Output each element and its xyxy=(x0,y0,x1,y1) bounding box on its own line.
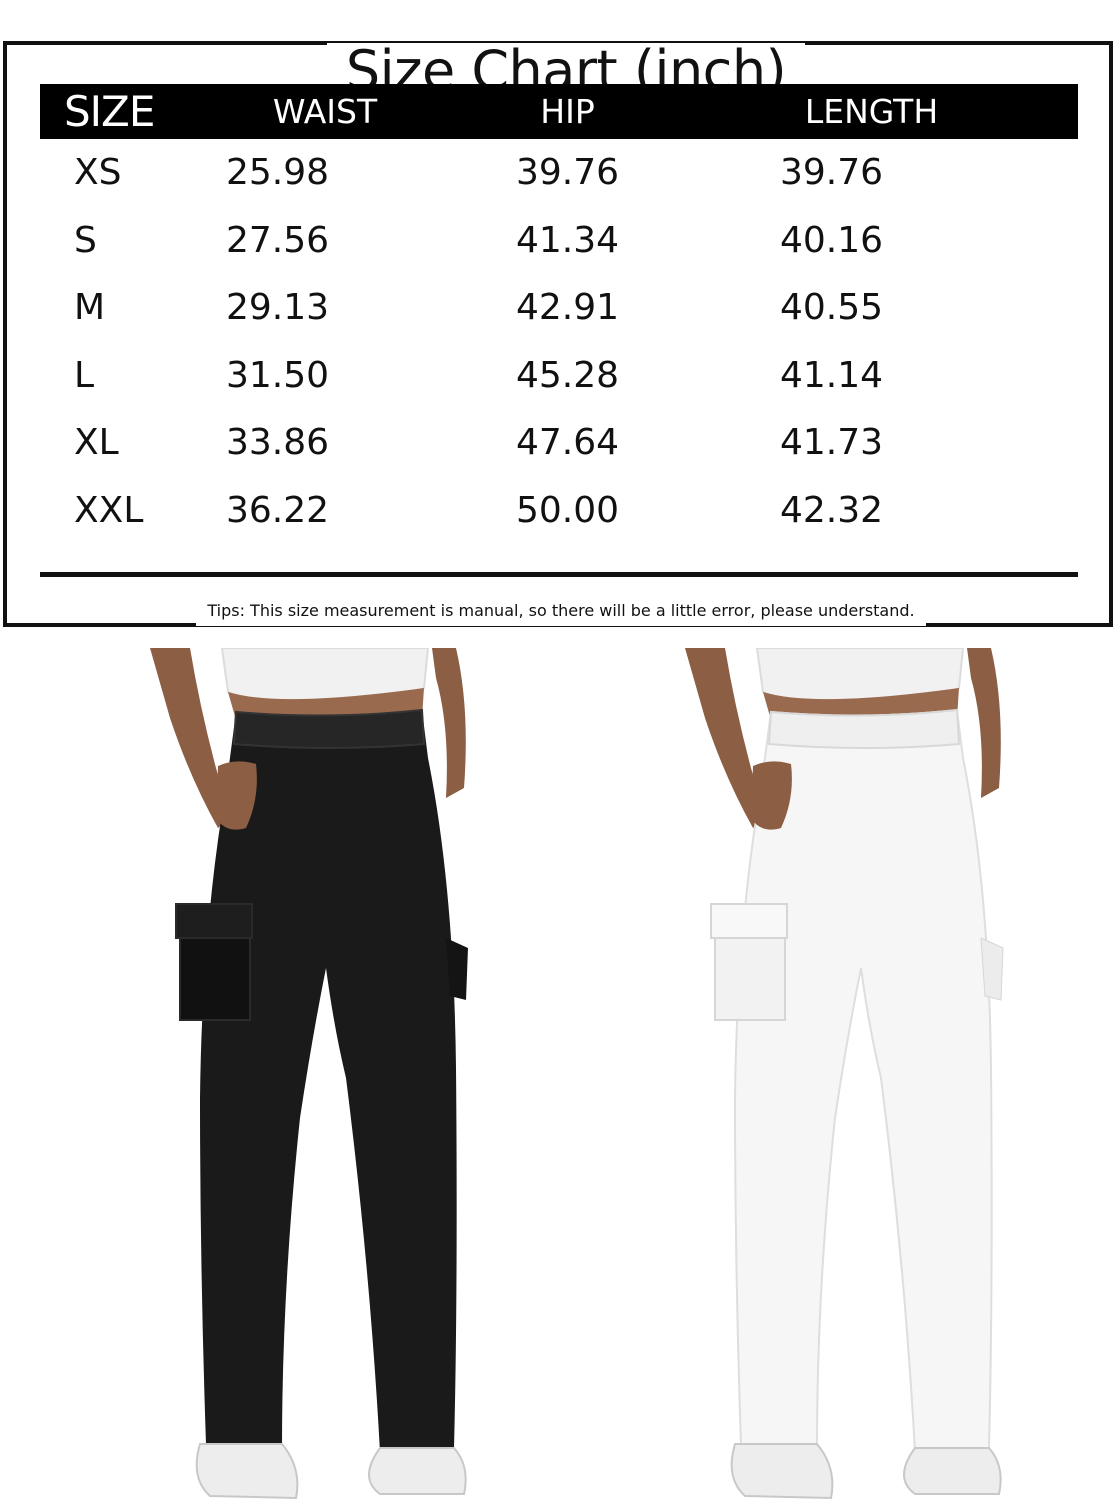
length-cell: 40.16 xyxy=(779,219,884,261)
waist-cell: 36.22 xyxy=(225,489,330,531)
length-cell: 41.14 xyxy=(779,354,884,396)
waist-cell: 27.56 xyxy=(225,219,330,261)
pants-illustration xyxy=(50,648,470,1500)
product-photo-white-pants xyxy=(585,648,1005,1500)
length-cell: 39.76 xyxy=(779,152,884,194)
hip-cell: 42.91 xyxy=(515,287,620,329)
waist-cell: 25.98 xyxy=(225,152,330,194)
hip-cell: 50.00 xyxy=(515,489,620,531)
size-cell: XS xyxy=(74,152,122,194)
hip-cell: 45.28 xyxy=(515,354,620,396)
hip-cell: 47.64 xyxy=(515,422,620,464)
size-cell: XXL xyxy=(74,489,144,531)
table-row xyxy=(40,409,1078,477)
hip-cell: 41.34 xyxy=(515,219,620,261)
header-size: SIZE xyxy=(64,87,155,136)
waist-cell: 29.13 xyxy=(225,287,330,329)
length-cell: 41.73 xyxy=(779,422,884,464)
size-cell: XL xyxy=(74,422,119,464)
length-cell: 42.32 xyxy=(779,489,884,531)
table-bottom-rule xyxy=(40,572,1078,577)
header-waist: WAIST xyxy=(272,92,378,131)
size-cell: M xyxy=(74,287,106,329)
pants-illustration xyxy=(585,648,1005,1500)
product-photo-black-pants xyxy=(50,648,470,1500)
length-cell: 40.55 xyxy=(779,287,884,329)
table-row xyxy=(40,207,1078,275)
header-hip: HIP xyxy=(540,92,595,131)
table-row xyxy=(40,477,1078,545)
size-cell: L xyxy=(74,354,95,396)
hip-cell: 39.76 xyxy=(515,152,620,194)
size-table xyxy=(40,84,1078,544)
tips-note: Tips: This size measurement is manual, so there will be a little error, please understand. xyxy=(196,598,926,626)
chart-title: Size Chart (inch) xyxy=(327,43,805,99)
header-length: LENGTH xyxy=(804,92,939,131)
table-row xyxy=(40,342,1078,410)
waist-cell: 33.86 xyxy=(225,422,330,464)
size-cell: S xyxy=(74,219,97,261)
waist-cell: 31.50 xyxy=(225,354,330,396)
table-row xyxy=(40,139,1078,207)
table-row xyxy=(40,274,1078,342)
table-header-row xyxy=(40,84,1078,139)
